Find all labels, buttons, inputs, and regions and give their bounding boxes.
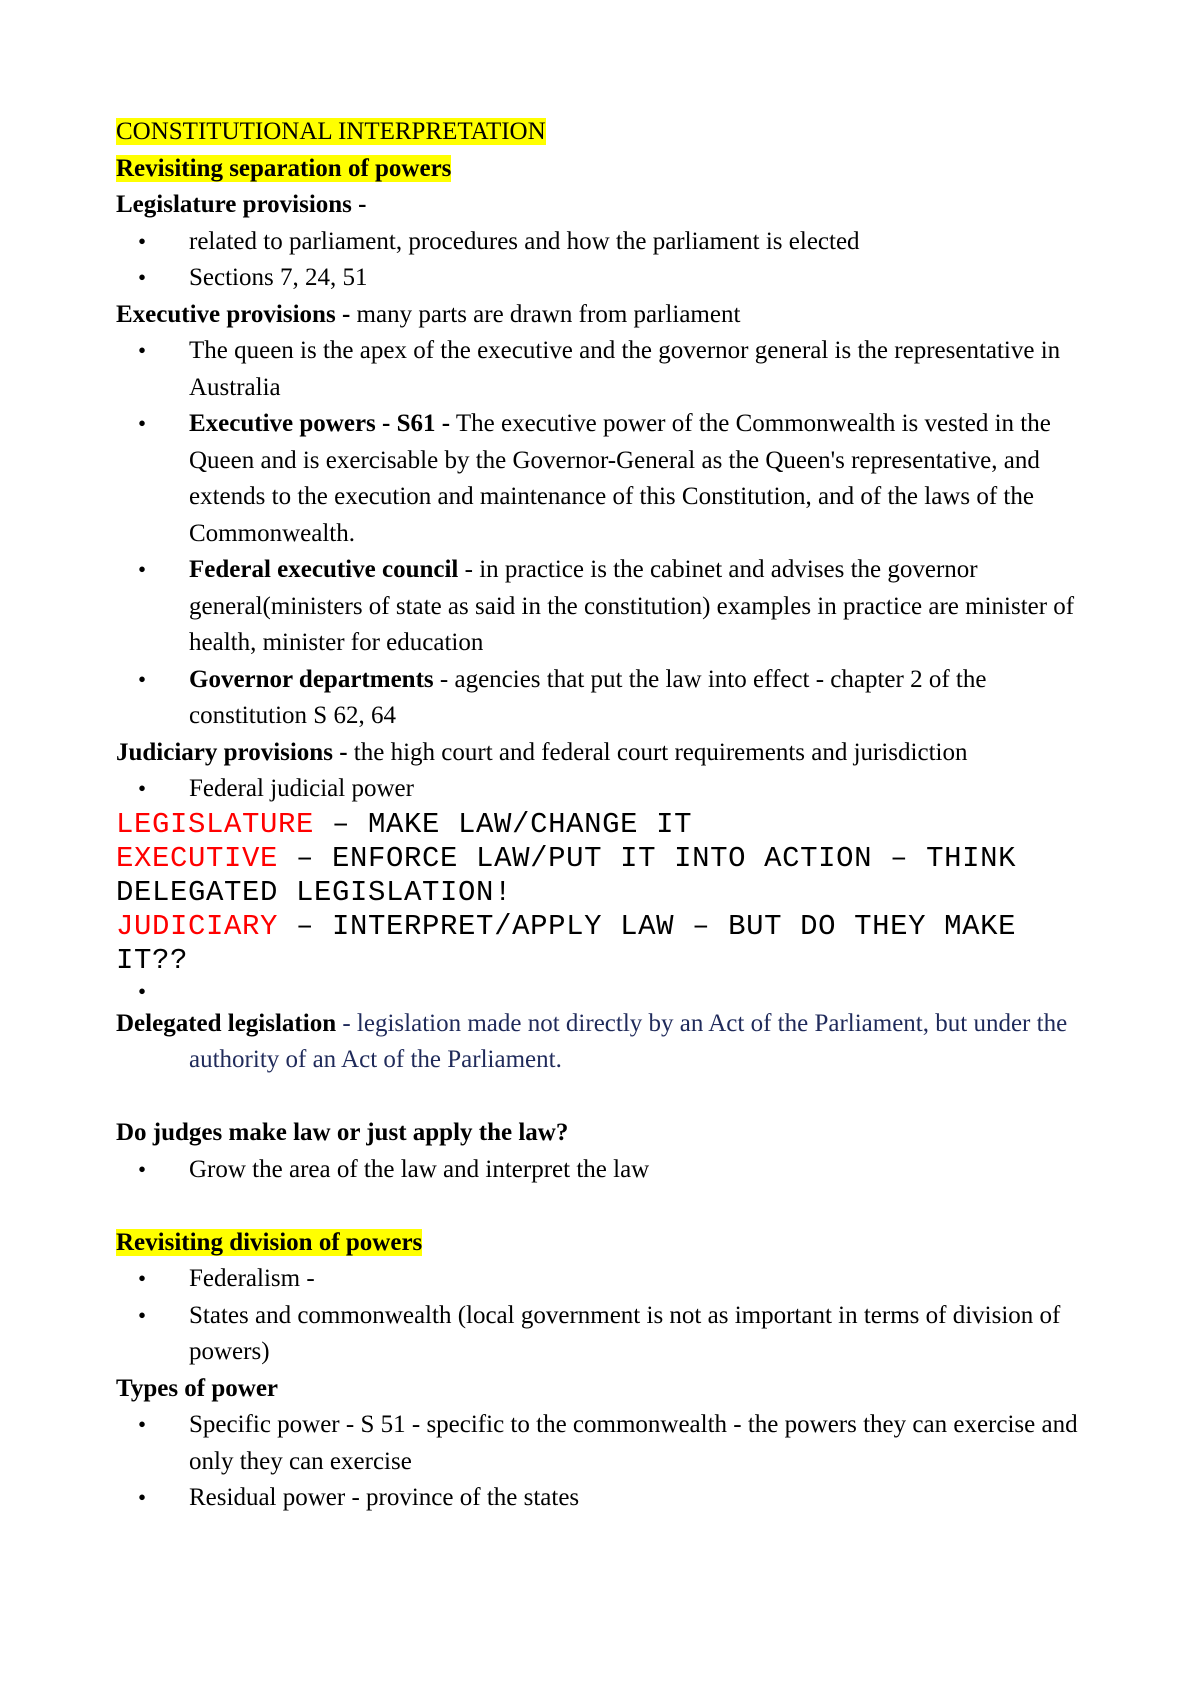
list-item-bold: Executive powers - S61 - (189, 410, 451, 437)
bullet-icon: • (138, 1302, 147, 1328)
list-item-text: Federalism - (189, 1265, 315, 1292)
types-list (116, 1407, 1096, 1517)
list-item-bold: Governor departments (189, 665, 434, 693)
mono-line-executive (116, 842, 1046, 910)
executive-dash: - (335, 300, 357, 328)
bullet-icon: • (138, 1412, 147, 1437)
list-item-text (189, 978, 195, 1005)
list-item (116, 1298, 1096, 1371)
types-heading (116, 1371, 1096, 1408)
list-item (116, 260, 1096, 297)
list-item (116, 552, 1096, 662)
list-item-text: - in practice is the cabinet and advises the governor general(ministers of state as said in the constitution) examples in practice are minister of health, minister for education (189, 556, 1075, 656)
delegated-label: Delegated legislation (116, 1009, 337, 1037)
mono-rest: – MAKE LAW/CHANGE IT (314, 807, 693, 841)
list-item-text: The queen is the apex of the executive and the governor general is the representative in Australia (189, 337, 1061, 401)
list-item (116, 771, 1096, 808)
bullet-icon: • (138, 228, 147, 254)
doc-title-line (116, 114, 1096, 151)
delegated-text: - legislation made not directly by an Act of the Parliament, but under the authority of an Act of the Parliament. (189, 1009, 1068, 1073)
bullet-icon: • (138, 265, 147, 290)
list-item (116, 1261, 1096, 1298)
judiciary-label: Judiciary provisions (116, 738, 333, 766)
mono-line-judiciary (116, 910, 1046, 978)
executive-heading (116, 297, 1096, 334)
executive-desc: many parts are drawn from parliament (356, 300, 741, 328)
list-item (116, 1407, 1096, 1480)
spacer (116, 1079, 1096, 1116)
list-item-bold: Federal executive council (189, 556, 459, 583)
division-heading: Revisiting division of powers (116, 1228, 423, 1256)
list-item (116, 406, 1096, 552)
bullet-icon: • (138, 1156, 147, 1182)
judges-question: Do judges make law or just apply the law? (116, 1119, 569, 1146)
list-item (116, 224, 1096, 261)
separation-heading: Revisiting separation of powers (116, 154, 452, 182)
sep-heading-line (116, 151, 1096, 188)
bullet-icon: • (138, 338, 147, 363)
bullet-icon: • (138, 978, 147, 1004)
judges-list (116, 1152, 1096, 1189)
mono-rest: – ENFORCE LAW/PUT IT INTO ACTION – THINK DELEGATED LEGISLATION! (116, 841, 1017, 909)
legislature-list (116, 224, 1096, 297)
mono-summary (116, 808, 1096, 978)
judiciary-list (116, 771, 1096, 808)
judges-question-line (116, 1115, 1096, 1152)
mono-rest: – INTERPRET/APPLY LAW – BUT DO THEY MAKE IT?? (116, 909, 1017, 977)
list-item-text: related to parliament, procedures and how the parliament is elected (189, 227, 860, 255)
bullet-icon: • (138, 557, 147, 582)
bullet-icon: • (138, 411, 147, 436)
judiciary-dash: - (332, 738, 354, 766)
list-item-text: Sections 7, 24, 51 (189, 264, 368, 291)
list-item (116, 1480, 1096, 1517)
list-item (116, 662, 1096, 735)
bullet-icon: • (138, 1266, 147, 1291)
judiciary-desc: the high court and federal court requirements and jurisdiction (353, 738, 968, 766)
doc-title: CONSTITUTIONAL INTERPRETATION (116, 118, 546, 145)
list-item-text: Grow the area of the law and interpret the law (189, 1155, 650, 1183)
division-heading-line (116, 1225, 1096, 1262)
list-item-text: - agencies that put the law into effect - chapter 2 of the constitution S 62, 64 (189, 665, 987, 729)
list-item-text: The executive power of the Commonwealth is vested in the Queen and is exercisable by the Governor-General as the Queen's representative, and extends to the execution and maintenance of this Constitution, and of the laws of the Commonwealth. (189, 410, 1051, 547)
list-item-text: States and commonwealth (local government is not as important in terms of division of powers) (189, 1301, 1061, 1365)
list-item (116, 978, 1096, 1006)
mono-red-label: EXECUTIVE (116, 841, 279, 875)
division-list (116, 1261, 1096, 1371)
spacer (116, 1188, 1096, 1225)
list-item-text: Residual power - province of the states (189, 1484, 580, 1511)
bullet-icon: • (138, 776, 147, 801)
list-item (116, 1152, 1096, 1189)
legislature-label: Legislature provisions (116, 191, 352, 218)
delegated-paragraph (116, 1006, 1096, 1079)
executive-label: Executive provisions (116, 300, 336, 328)
mono-red-label: LEGISLATURE (116, 807, 315, 841)
list-item-text: Specific power - S 51 - specific to the commonwealth - the powers they can exercise and only they can exercise (189, 1411, 1078, 1475)
document-body (116, 114, 1096, 1517)
types-label: Types of power (116, 1374, 279, 1402)
legislature-dash: - (351, 191, 367, 218)
list-item-text: Federal judicial power (189, 775, 414, 802)
mono-red-label: JUDICIARY (116, 909, 279, 943)
mono-line-legislature (116, 808, 1046, 842)
list-item (116, 333, 1096, 406)
bullet-icon: • (138, 666, 147, 692)
bullet-icon: • (138, 1485, 147, 1510)
empty-list (116, 978, 1096, 1006)
judiciary-heading (116, 735, 1096, 772)
legislature-heading (116, 187, 1096, 224)
executive-list (116, 333, 1096, 735)
